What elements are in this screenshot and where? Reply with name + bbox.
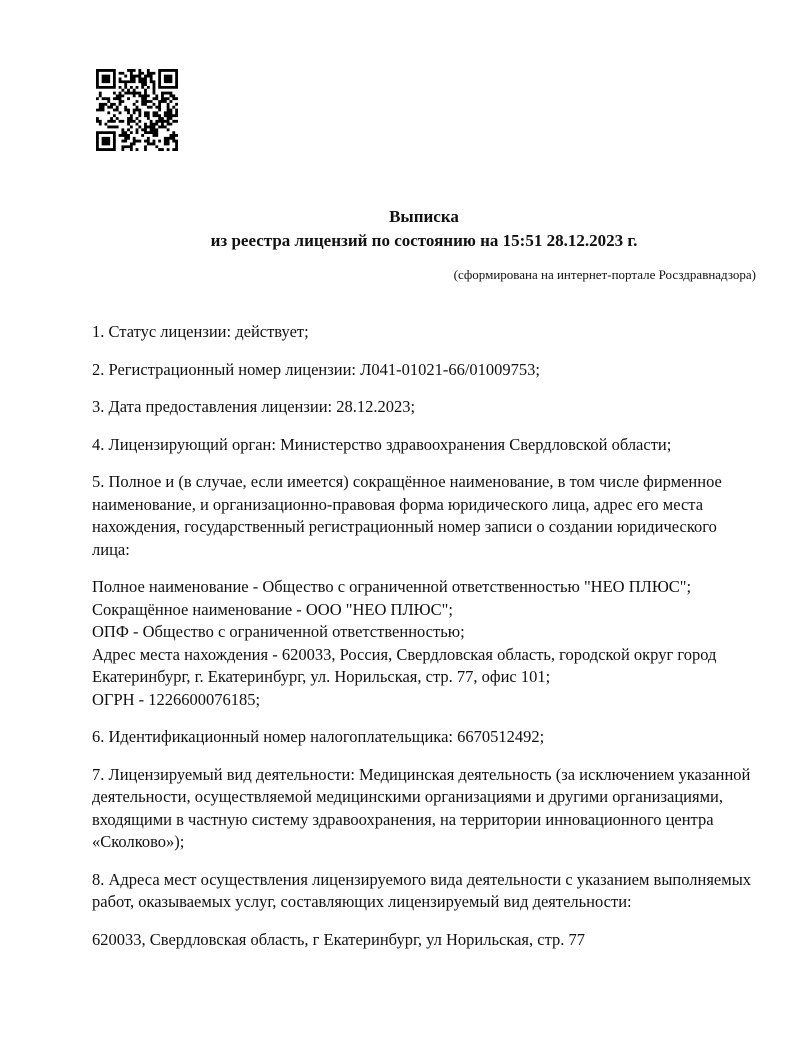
- document-title: [92, 205, 756, 253]
- org-short-name: Сокращённое наименование - ООО "НЕО ПЛЮС";: [92, 599, 453, 619]
- paragraph-org-details: [92, 576, 756, 711]
- paragraph-inn: 6. Идентификационный номер налогоплательщика: 6670512492;: [92, 727, 545, 746]
- title-line-2: из реестра лицензий по состоянию на 15:51 28.12.2023 г.: [210, 231, 638, 250]
- paragraph-activity-address: 620033, Свердловская область, г Екатеринбург, ул Норильская, стр. 77: [92, 929, 585, 949]
- paragraph-registration-number: 2. Регистрационный номер лицензии: Л041-01021-66/01009753;: [92, 359, 540, 379]
- title-line-1: Выписка: [389, 207, 459, 226]
- org-ogrn: ОГРН - 1226600076185;: [92, 689, 261, 709]
- document-body: [92, 321, 756, 951]
- org-address: Адрес места нахождения - 620033, Россия, Свердловская область, городской округ город Екатеринбург, г. Екатеринбург, ул. Норильская, стр. 77, офис 101;: [92, 644, 717, 686]
- paragraph-activity-addresses-heading: 8. Адреса мест осуществления лицензируемого вида деятельности с указанием выполняемых работ, оказываемых услуг, составляющих лицензируемый вид деятельности:: [92, 869, 752, 911]
- paragraph-grant-date: 3. Дата предоставления лицензии: 28.12.2023;: [92, 397, 416, 416]
- paragraph-org-info-heading: 5. Полное и (в случае, если имеется) сокращённое наименование, в том числе фирменное наименование, и организационно-правовая форма юридического лица, адрес его места нахождения, государственный регистрационный номер записи о создании юридического лица:: [92, 472, 722, 559]
- document-subtitle: (сформирована на интернет-портале Росздравнадзора): [453, 267, 756, 282]
- paragraph-licensing-authority: 4. Лицензирующий орган: Министерство здравоохранения Свердловской области;: [92, 434, 672, 454]
- document-content: [92, 0, 756, 966]
- org-legal-form: ОПФ - Общество с ограниченной ответственностью;: [92, 622, 465, 641]
- paragraph-license-status: 1. Статус лицензии: действует;: [92, 322, 309, 341]
- paragraph-licensed-activity: 7. Лицензируемый вид деятельности: Медицинская деятельность (за исключением указанной деятельности, осуществляемой медицинскими организациями и другими организациями, входящими в частную систему здравоохранения, на территории инновационного центра «Сколково»);: [92, 764, 751, 851]
- org-full-name: Полное наименование - Общество с ограниченной ответственностью "НЕО ПЛЮС";: [92, 577, 692, 596]
